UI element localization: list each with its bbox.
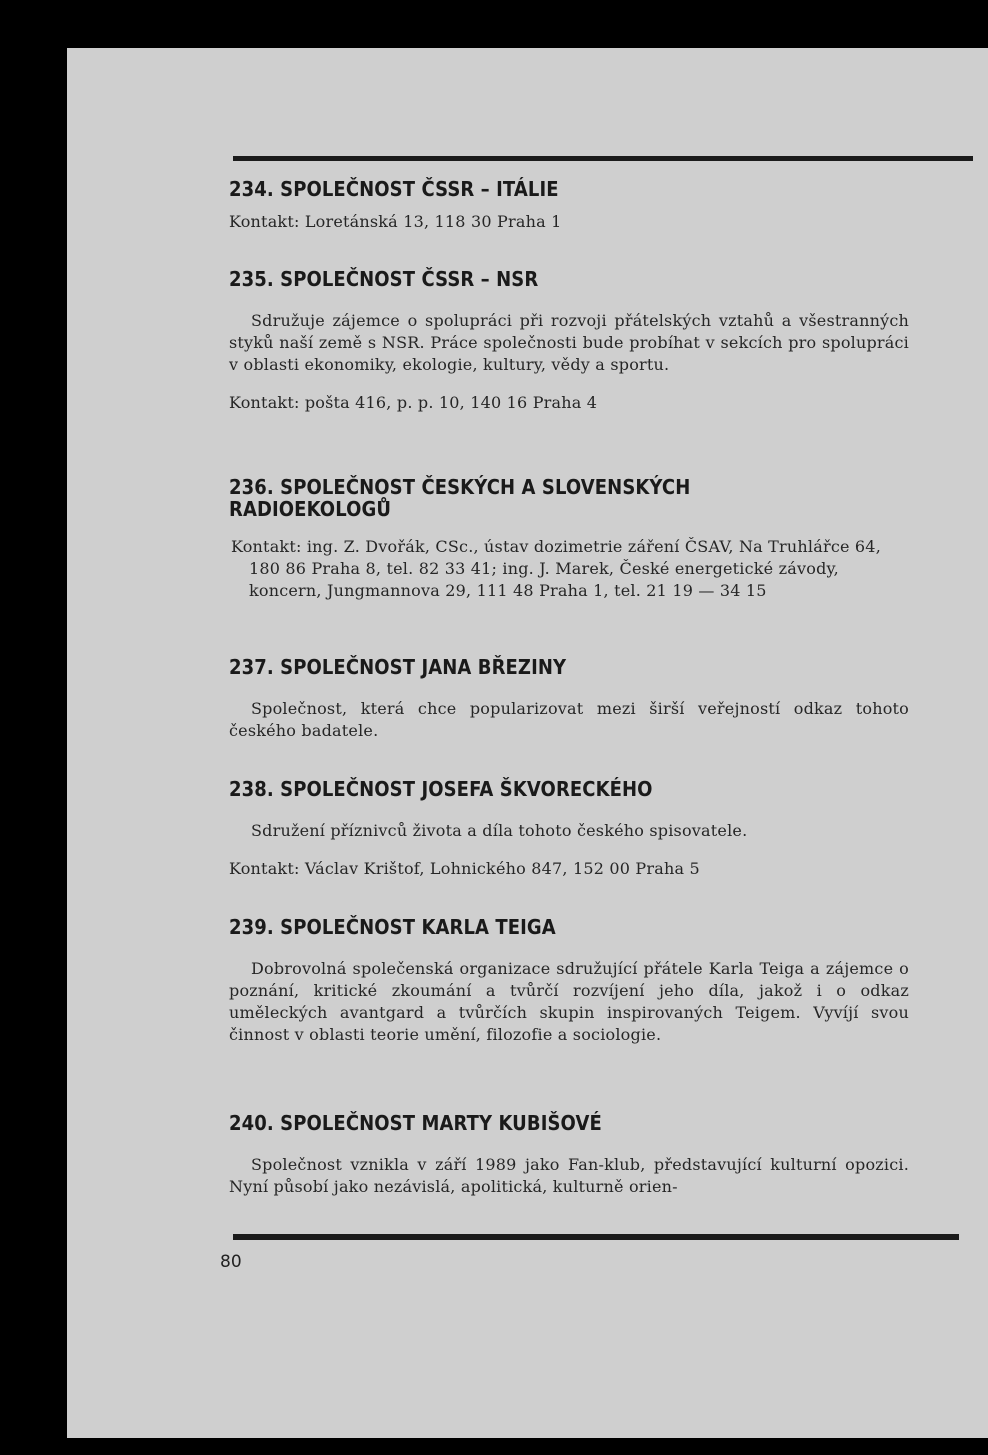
book-page <box>67 48 988 1438</box>
entry-238 <box>229 778 909 880</box>
entry-title: SPOLEČNOST ČESKÝCH A SLOVENSKÝCH RADIOEKOLOGŮ <box>229 475 691 521</box>
entry-number: 235. <box>229 267 274 291</box>
entry-description: Sdružuje zájemce o spolupráci při rozvoji přátelských vztahů a všestranných styků naší země s NSR. Práce společnosti bude probíhat v sekcích pro spolupráci v oblasti ekonomiky, ekologie, kultury, vědy a sportu. <box>229 311 909 374</box>
entry-title: SPOLEČNOST ČSSR – NSR <box>280 267 539 291</box>
entry-title: SPOLEČNOST KARLA TEIGA <box>280 915 556 939</box>
entry-number: 237. <box>229 655 274 679</box>
entry-title: SPOLEČNOST ČSSR – ITÁLIE <box>280 177 559 201</box>
entry-heading <box>229 656 841 678</box>
entry-contact: Kontakt: pošta 416, p. p. 10, 140 16 Praha 4 <box>229 393 598 412</box>
entry-237 <box>229 656 909 742</box>
entry-heading <box>229 916 841 938</box>
entry-heading <box>229 778 841 800</box>
entry-heading <box>229 1112 841 1134</box>
entry-heading <box>229 476 733 520</box>
entry-contact: Kontakt: Loretánská 13, 118 30 Praha 1 <box>229 212 562 231</box>
entry-description: Sdružení příznivců života a díla tohoto českého spisovatele. <box>251 821 748 840</box>
entry-number: 236. <box>229 475 274 499</box>
entry-heading <box>229 178 841 200</box>
entry-description: Dobrovolná společenská organizace sdružující přátele Karla Teiga a zájemce o poznání, kritické zkoumání a tvůrčí rozvíjení jeho díla, jakož i o odkaz uměleckých avantgard a tvůrčích skupin inspirovaných Teigem. Vyvíjí svou činnost v oblasti teorie umění, filozofie a sociologie. <box>229 959 909 1044</box>
top-rule <box>233 156 973 161</box>
entry-title: SPOLEČNOST JANA BŘEZINY <box>280 655 567 679</box>
entry-number: 234. <box>229 177 274 201</box>
entry-contact: Kontakt: ing. Z. Dvořák, CSc., ústav dozimetrie záření ČSAV, Na Truhlářce 64, 180 86 Praha 8, tel. 82 33 41; ing. J. Marek, České energetické závody, koncern, Jungmannova 29, 111 48 Praha 1, tel. 21 19 — 34 15 <box>231 537 881 600</box>
entry-description: Společnost vznikla v září 1989 jako Fan-klub, představující kulturní opozici. Nyní působí jako nezávislá, apolitická, kulturně orien- <box>229 1155 909 1196</box>
entry-title: SPOLEČNOST MARTY KUBIŠOVÉ <box>280 1111 602 1135</box>
entry-description: Společnost, která chce popularizovat mezi širší veřejností odkaz tohoto českého badatele. <box>229 699 909 740</box>
entry-title: SPOLEČNOST JOSEFA ŠKVORECKÉHO <box>280 777 653 801</box>
page-number: 80 <box>220 1252 242 1272</box>
entry-contact: Kontakt: Václav Krištof, Lohnického 847, 152 00 Praha 5 <box>229 859 700 878</box>
entry-239 <box>229 916 909 1046</box>
entry-number: 239. <box>229 915 274 939</box>
entry-240 <box>229 1112 909 1198</box>
entry-heading <box>229 268 841 290</box>
entry-number: 240. <box>229 1111 274 1135</box>
entry-235 <box>229 268 909 414</box>
bottom-rule <box>233 1234 959 1240</box>
entry-234 <box>229 178 909 233</box>
entry-236 <box>229 476 909 602</box>
entry-number: 238. <box>229 777 274 801</box>
